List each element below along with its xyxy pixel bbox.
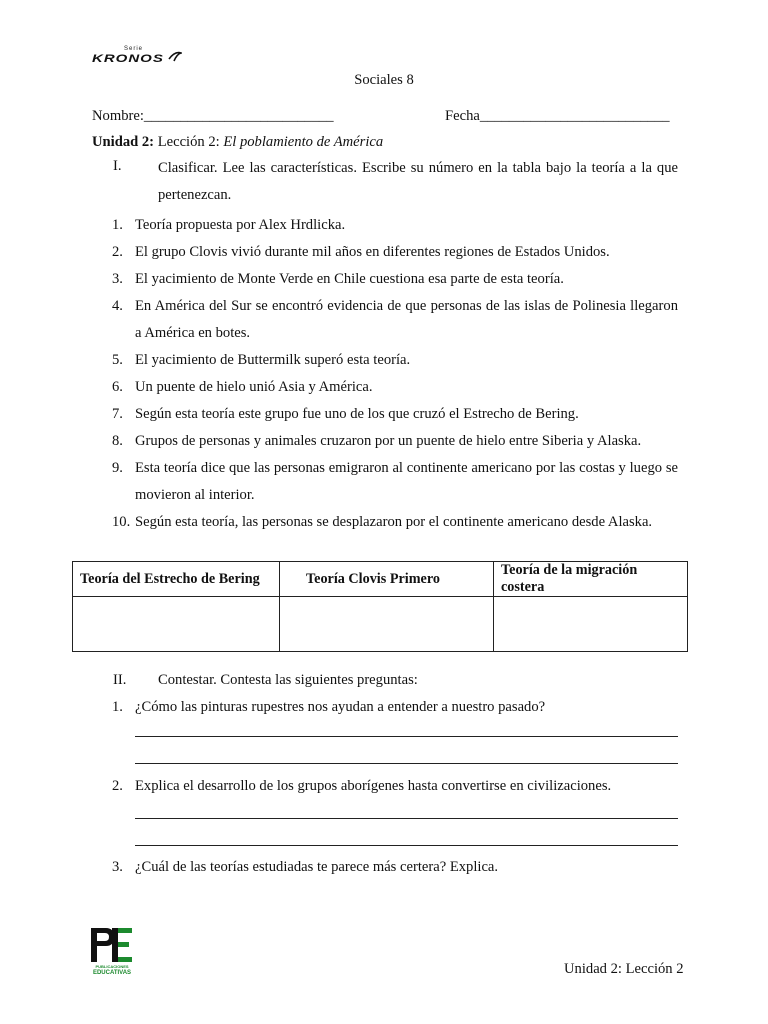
swoosh-icon	[168, 50, 182, 64]
item-text: El yacimiento de Monte Verde en Chile cuestiona esa parte de esta teoría.	[135, 271, 564, 287]
section-2-instructions: Contestar. Contesta las siguientes preguntas:	[158, 672, 418, 688]
answer-cell-bering[interactable]	[73, 597, 280, 652]
theory-table-answer-row	[73, 597, 688, 652]
svg-text:PUBLICACIONES: PUBLICACIONES	[95, 964, 129, 969]
item-number: 1.	[112, 217, 123, 233]
item-number: 9.	[112, 460, 123, 476]
question-number: 2.	[112, 778, 123, 794]
header-coastal-theory: Teoría de la migración costera	[494, 562, 688, 597]
item-number: 4.	[112, 298, 123, 314]
item-number: 3.	[112, 271, 123, 287]
page-footer: Unidad 2: Lección 2	[564, 961, 684, 977]
kronos-logo	[92, 46, 184, 70]
item-number: 2.	[112, 244, 123, 260]
lesson-number: Lección 2:	[154, 134, 224, 150]
item-text: Grupos de personas y animales cruzaron por un puente de hielo entre Siberia y Alaska.	[135, 433, 642, 449]
logo-serie-text: Serie	[124, 46, 144, 52]
item-text: El yacimiento de Buttermilk superó esta teoría.	[135, 352, 411, 368]
theory-table	[72, 561, 688, 652]
publisher-logo	[90, 927, 134, 975]
section-1-numeral: I.	[113, 158, 122, 174]
question-text: ¿Cuál de las teorías estudiadas te parece más certera? Explica.	[135, 859, 499, 875]
item-number: 10.	[112, 514, 131, 530]
answer-line[interactable]	[135, 845, 678, 846]
item-text: El grupo Clovis vivió durante mil años en diferentes regiones de Estados Unidos.	[135, 244, 610, 260]
characteristic-item	[112, 455, 678, 509]
date-field-label: Fecha__________________________	[445, 108, 670, 124]
name-field-label: Nombre:__________________________	[92, 108, 334, 124]
header-bering-theory: Teoría del Estrecho de Bering	[73, 562, 280, 597]
item-number: 5.	[112, 352, 123, 368]
answer-line[interactable]	[135, 736, 678, 737]
item-text: Un puente de hielo unió Asia y América.	[135, 379, 373, 395]
characteristic-item	[112, 374, 678, 401]
lesson-title: El poblamiento de América	[223, 134, 384, 150]
question-text: Explica el desarrollo de los grupos aborígenes hasta convertirse en civilizaciones.	[135, 778, 612, 794]
characteristic-item	[112, 509, 678, 536]
svg-text:EDUCATIVAS: EDUCATIVAS	[92, 970, 132, 975]
answer-line[interactable]	[135, 763, 678, 764]
theory-table-header-row	[73, 562, 688, 597]
item-number: 6.	[112, 379, 123, 395]
item-text: Esta teoría dice que las personas emigraron al continente americano por las costas y luego se movieron al interior.	[135, 460, 678, 503]
item-number: 8.	[112, 433, 123, 449]
answer-cell-coastal[interactable]	[494, 597, 688, 652]
item-text: Teoría propuesta por Alex Hrdlicka.	[135, 217, 346, 233]
characteristic-item	[112, 401, 678, 428]
question-number: 3.	[112, 859, 123, 875]
item-text: En América del Sur se encontró evidencia de que personas de las islas de Polinesia llegaron a América en botes.	[135, 298, 678, 341]
answer-line[interactable]	[135, 818, 678, 819]
item-text: Según esta teoría, las personas se desplazaron por el continente americano desde Alaska.	[135, 514, 653, 530]
header-clovis-theory: Teoría Clovis Primero	[280, 562, 494, 597]
characteristic-item	[112, 239, 678, 266]
answer-cell-clovis[interactable]	[280, 597, 494, 652]
question-text: ¿Cómo las pinturas rupestres nos ayudan a entender a nuestro pasado?	[135, 699, 546, 715]
section-2-numeral: II.	[113, 672, 127, 688]
characteristics-list	[112, 212, 678, 536]
question-number: 1.	[112, 699, 123, 715]
characteristic-item	[112, 347, 678, 374]
section-1-instructions: Clasificar. Lee las características. Escribe su número en la tabla bajo la teoría a la que pertenezcan.	[158, 160, 678, 203]
pe-logo-icon	[90, 927, 134, 975]
item-number: 7.	[112, 406, 123, 422]
logo-brand-text: KRONOS	[92, 52, 164, 65]
unit-heading	[92, 134, 383, 151]
course-title: Sociales 8	[354, 72, 414, 88]
unit-number: Unidad 2:	[92, 134, 155, 150]
characteristic-item	[112, 428, 678, 455]
characteristic-item	[112, 293, 678, 347]
characteristic-item	[112, 212, 678, 239]
characteristic-item	[112, 266, 678, 293]
item-text: Según esta teoría este grupo fue uno de los que cruzó el Estrecho de Bering.	[135, 406, 579, 422]
